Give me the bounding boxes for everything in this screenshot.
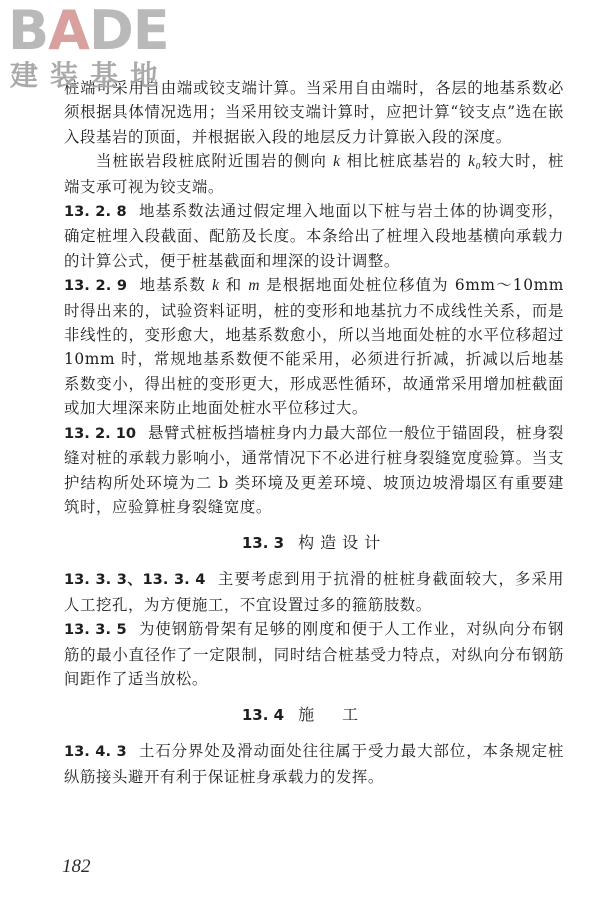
page-number: 182 bbox=[62, 856, 91, 877]
variable-m: m bbox=[248, 277, 261, 295]
clause-number: 13. 3. 3、13. 3. 4 bbox=[64, 571, 206, 589]
clause-13-4-3: 13. 4. 3 土石分界处及滑动面处往往属于受力最大部位，本条规定桩纵筋接头避开有利于保证桩身承载力的发挥。 bbox=[64, 742, 564, 786]
clause-number: 13. 2. 8 bbox=[64, 203, 127, 221]
clause-13-2-8: 13. 2. 8 地基系数法通过假定埋入地面以下桩与岩土体的协调变形，确定桩埋入段截面、配筋及长度。本条给出了桩埋入段地基横向承载力的计算公式，便于桩基截面和埋深的设计调整。 bbox=[64, 202, 564, 270]
section-title: 施工 bbox=[298, 705, 387, 725]
variable-k: k bbox=[333, 153, 341, 171]
paragraph-continuation: 桩端可采用自由端或铰支端计算。当采用自由端时，各层的地基系数必须根据具体情况选用；当采用铰支端计算时，应把计算“铰支点”选在嵌入段基岩的顶面，并根据嵌入段的地层反力计算嵌入段的深度。 bbox=[64, 79, 564, 146]
clause-number: 13. 2. 10 bbox=[64, 424, 137, 442]
variable-k: k bbox=[212, 277, 220, 295]
logo-wordmark: BADE bbox=[8, 0, 169, 62]
section-heading-13-4 bbox=[64, 703, 564, 727]
paragraph-pile-end-support: 当桩嵌岩段桩底附近围岩的侧向 k 相比桩底基岩的 k₀较大时，桩端支承可视为铰支端。 bbox=[64, 152, 564, 196]
logo-subtitle: 建装基地 bbox=[10, 59, 171, 92]
clause-number: 13. 2. 9 bbox=[64, 277, 128, 295]
clause-13-3-5: 13. 3. 5 为使钢筋骨架有足够的刚度和便于人工作业，对纵向分布钢筋的最小直径作了一定限制，同时结合桩基受力特点，对纵向分布钢筋间距作了适当放松。 bbox=[64, 620, 564, 688]
page-body bbox=[64, 76, 564, 789]
clause-13-2-10: 13. 2. 10 悬臂式桩板挡墙桩身内力最大部位一般位于锚固段，桩身裂缝对桩的承载力影响小，通常情况下不必进行桩身裂缝宽度验算。当支护结构所处环境为二 b 类环境及更差环境、坡顶边坡滑塌区有重要建筑时，应验算桩身裂缝宽度。 bbox=[64, 423, 564, 516]
section-heading-13-3 bbox=[64, 531, 564, 555]
variable-k0: k₀ bbox=[468, 153, 482, 171]
section-title: 构造设计 bbox=[298, 533, 387, 553]
section-number: 13. 4 bbox=[241, 706, 285, 725]
logo-accent-letter: A bbox=[48, 0, 89, 62]
clause-13-2-9: 13. 2. 9 地基系数 k 和 m 是根据地面处桩位移值为 6mm～10mm 时得出来的，试验资料证明，桩的变形和地基抗力不成线性关系，而是非线性的，变形愈大，地基系数愈小，所以当地面处桩的水平位移超过 10mm 时，常规地基系数便不能采用，必须进行折减，折减以后地基系数变小，得出桩的变形更大，形成恶性循环，故通常采用增加桩截面或加大埋深来防止地面处桩水平位移过大。 bbox=[64, 276, 564, 418]
section-number: 13. 3 bbox=[241, 534, 285, 553]
clause-13-3-3-4: 13. 3. 3、13. 3. 4 主要考虑到用于抗滑的桩桩身截面较大，多采用人工挖孔，为方便施工，不宜设置过多的箍筋肢数。 bbox=[64, 570, 565, 614]
clause-number: 13. 4. 3 bbox=[64, 743, 127, 761]
clause-number: 13. 3. 5 bbox=[64, 621, 127, 639]
